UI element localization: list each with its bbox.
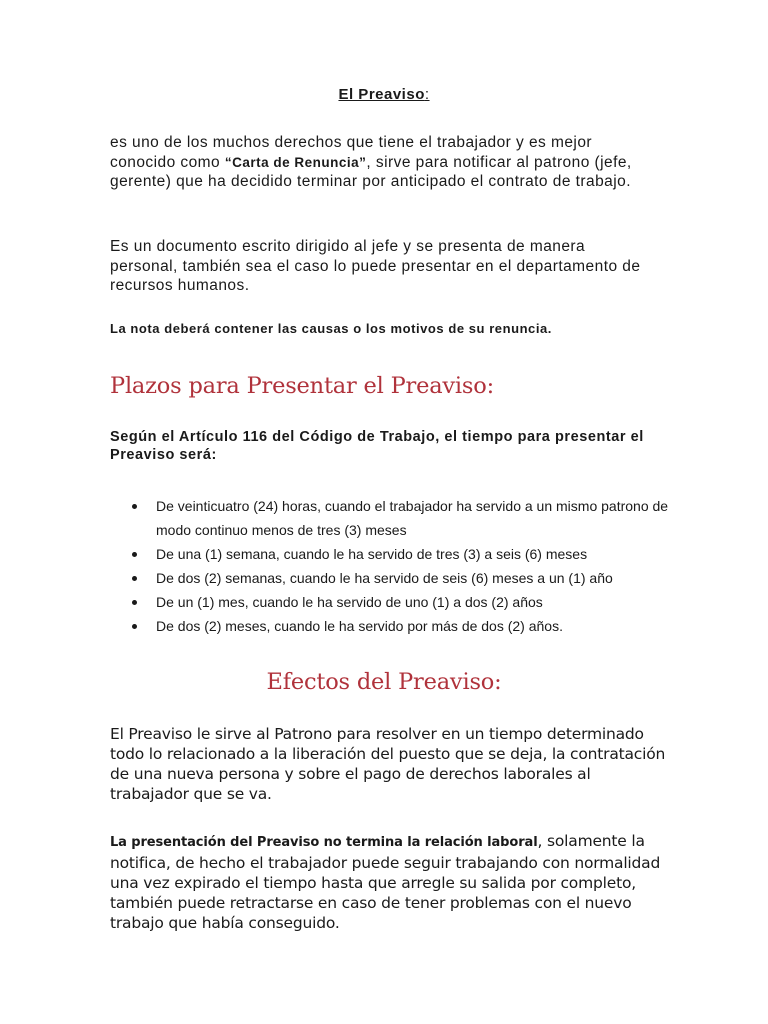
list-item-text: De dos (2) meses, cuando le ha servido por más de dos (2) años. bbox=[156, 618, 563, 634]
intro-p1-bold: “Carta de Renuncia” bbox=[224, 154, 367, 170]
list-item bbox=[110, 614, 670, 638]
list-item-text: De una (1) semana, cuando le ha servido de tres (3) a seis (6) meses bbox=[156, 546, 588, 562]
plazos-subheading: Según el Artículo 116 del Código de Trabajo, el tiempo para presentar el Preaviso será: bbox=[110, 429, 644, 463]
efectos-p2-text: , solamente la notifica, de hecho el trabajador puede seguir trabajando con normalidad una vez expirado el tiempo hasta que arregle su salida por completo, también puede retractarse en caso de tener problemas con el nuevo trabajo que había conseguido. bbox=[110, 832, 661, 932]
list-item-text: De veinticuatro (24) horas, cuando el trabajador ha servido a un mismo patrono de modo continuo menos de tres (3) meses bbox=[156, 498, 669, 538]
bullet-icon bbox=[132, 600, 137, 605]
efectos-heading: Efectos del Preaviso: bbox=[266, 669, 502, 695]
efectos-paragraph-1: El Preaviso le sirve al Patrono para resolver en un tiempo determinado todo lo relacionado a la liberación del puesto que se deja, la contratación de una nueva persona y sobre el pago de derechos laborales al trabajador que se va. bbox=[110, 725, 666, 803]
bullet-icon bbox=[132, 552, 137, 557]
intro-p1-text-end: , sirve para notificar al patrono (jefe, gerente) que ha decidido terminar por anticipado el contrato de trabajo. bbox=[110, 153, 632, 190]
intro-note: La nota deberá contener las causas o los motivos de su renuncia. bbox=[110, 321, 552, 336]
bullet-icon bbox=[132, 504, 137, 509]
plazos-list bbox=[110, 494, 670, 638]
intro-paragraph-1 bbox=[110, 133, 650, 192]
document-title bbox=[0, 86, 768, 103]
efectos-p2-bold: La presentación del Preaviso no termina la relación laboral bbox=[110, 835, 538, 850]
bullet-icon bbox=[132, 576, 137, 581]
intro-paragraph-2: Es un documento escrito dirigido al jefe y se presenta de manera personal, también sea el caso lo puede presentar en el departamento de recursos humanos. bbox=[110, 238, 641, 294]
intro-p1-text-start: es uno de los muchos derechos que tiene el trabajador y es mejor conocido como bbox=[110, 134, 593, 171]
list-item bbox=[110, 566, 670, 590]
efectos-paragraph-2 bbox=[110, 831, 670, 933]
list-item bbox=[110, 542, 670, 566]
plazos-heading: Plazos para Presentar el Preaviso: bbox=[110, 373, 494, 399]
list-item-text: De dos (2) semanas, cuando le ha servido de seis (6) meses a un (1) año bbox=[156, 570, 613, 586]
title-colon: : bbox=[424, 86, 430, 103]
list-item bbox=[110, 494, 670, 542]
bullet-icon bbox=[132, 624, 137, 629]
list-item-text: De un (1) mes, cuando le ha servido de uno (1) a dos (2) años bbox=[156, 594, 543, 610]
title-text: El Preaviso bbox=[338, 86, 425, 103]
list-item bbox=[110, 590, 670, 614]
